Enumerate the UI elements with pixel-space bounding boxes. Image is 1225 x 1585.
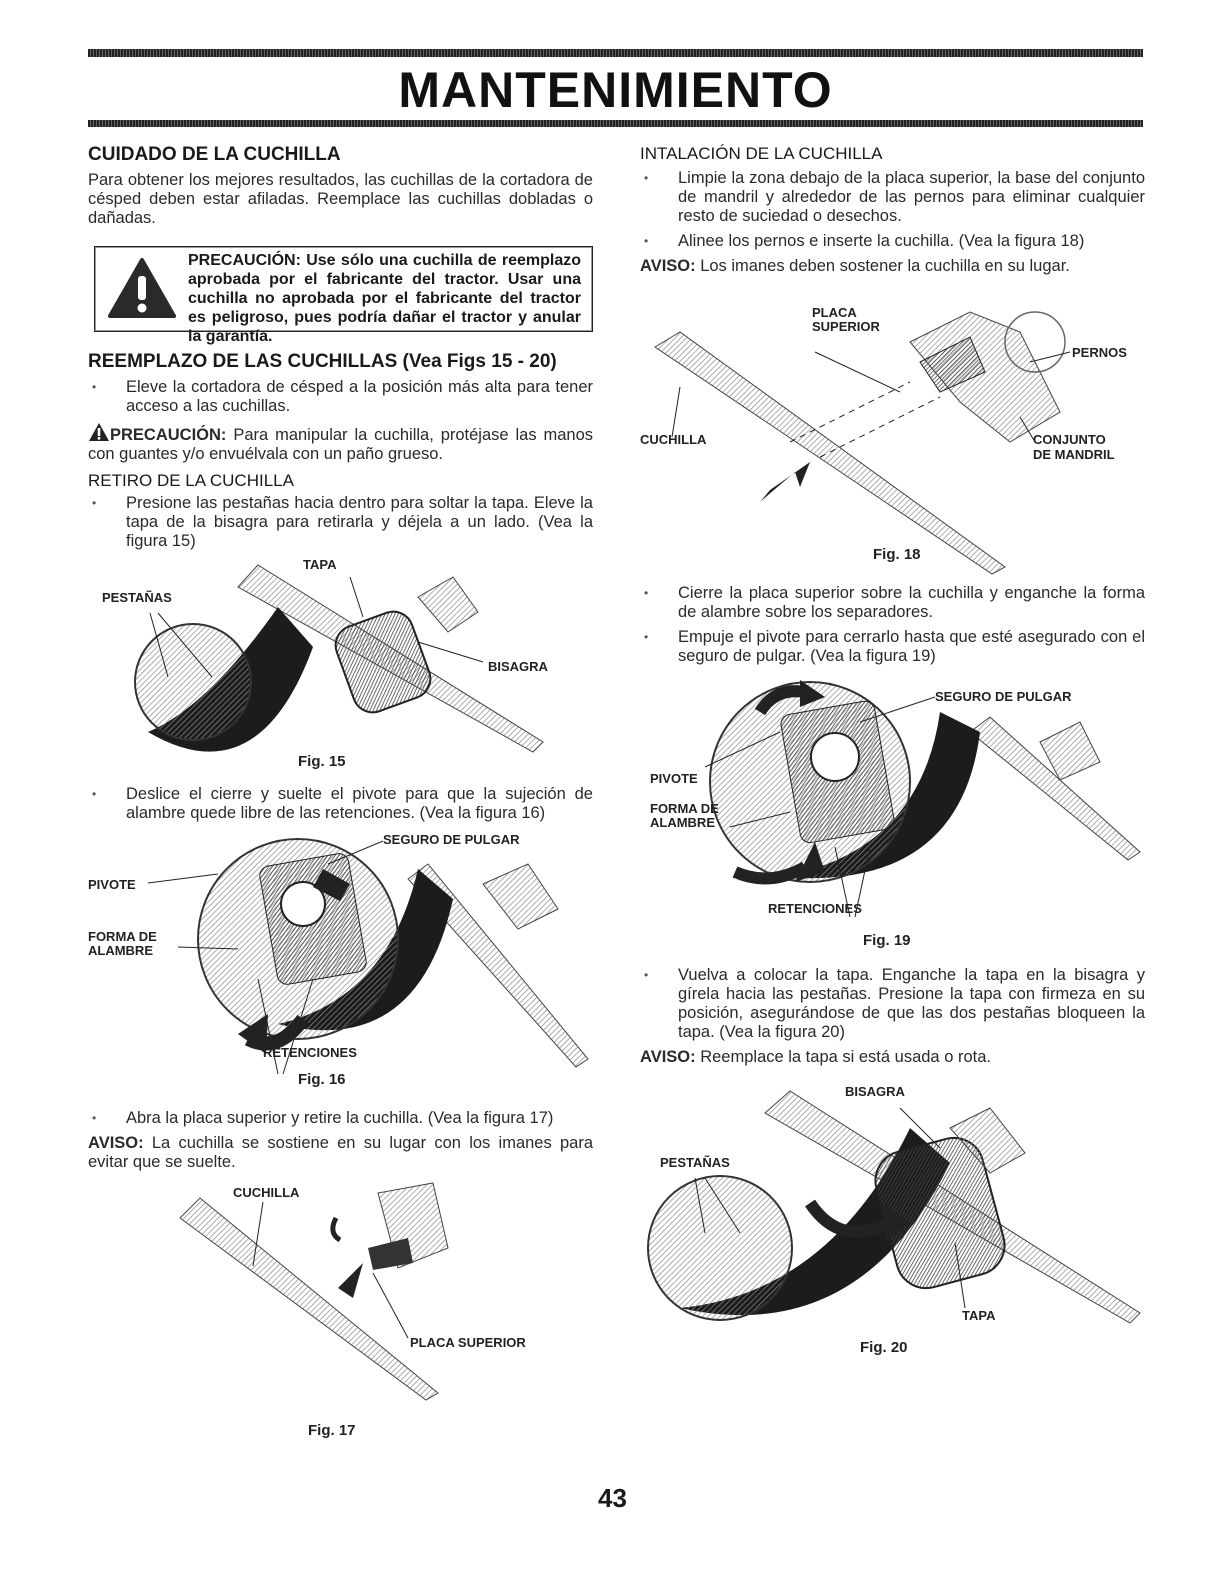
figure-label: CONJUNTO [1033, 432, 1106, 447]
figure-label: BISAGRA [845, 1084, 905, 1099]
blade-replacement-heading: REEMPLAZO DE LAS CUCHILLAS (Vea Figs 15 - 20) [88, 351, 557, 372]
blade-care-heading: CUIDADO DE LA CUCHILLA [88, 144, 341, 165]
figure-caption: Fig. 15 [298, 753, 346, 770]
list-item: • Abra la placa superior y retire la cuchilla. (Vea la figura 17) [88, 1109, 593, 1128]
figure-17-illustration [88, 1178, 593, 1408]
figure-caption: Fig. 18 [873, 546, 921, 563]
warning-text: PRECAUCIÓN: Use sólo una cuchilla de reemplazo aprobada por el fabricante del tractor. Usar una cuchilla no aprobada por el fabricante del tractor es peligroso, pues podría dañar el tractor y anular la garantía. [188, 252, 581, 345]
figure-label: TAPA [962, 1308, 996, 1323]
notice-text: Los imanes deben sostener la cuchilla en su lugar. [695, 257, 1070, 275]
figure-label: SEGURO DE PULGAR [935, 689, 1072, 704]
figure-label: DE MANDRIL [1033, 447, 1115, 462]
figure-15 [88, 557, 593, 775]
notice-paragraph [88, 1134, 593, 1172]
figure-18 [640, 282, 1145, 582]
figure-label: CUCHILLA [640, 432, 707, 447]
caution-paragraph [88, 422, 593, 464]
figure-label: RETENCIONES [263, 1045, 357, 1060]
page-number: 43 [598, 1483, 627, 1513]
notice-paragraph [640, 257, 1145, 276]
figure-label: PIVOTE [650, 771, 698, 786]
figure-label: FORMA DE [88, 929, 157, 944]
figure-label: PERNOS [1072, 345, 1127, 360]
figure-label: PESTAÑAS [660, 1155, 730, 1170]
figure-label: PESTAÑAS [102, 590, 172, 605]
left-column [88, 143, 593, 1439]
figure-caption: Fig. 20 [860, 1339, 908, 1356]
caution-text: Para manipular la cuchilla, protéjase las manos con guantes y/o envuélvala con un paño grueso. [88, 426, 593, 463]
figure-label: ALAMBRE [88, 943, 153, 958]
figure-label: SUPERIOR [812, 319, 880, 334]
figure-label: PLACA SUPERIOR [410, 1335, 526, 1350]
list-item: • Alinee los pernos e inserte la cuchilla. (Vea la figura 18) [640, 232, 1145, 251]
list-item: • Eleve la cortadora de césped a la posición más alta para tener acceso a las cuchillas. [88, 378, 593, 416]
figure-17 [88, 1178, 593, 1439]
figure-16 [88, 829, 593, 1097]
figure-caption: Fig. 16 [298, 1071, 346, 1088]
caution-label: PRECAUCIÓN: [110, 426, 227, 444]
notice-text: La cuchilla se sostiene en su lugar con los imanes para evitar que se suelte. [88, 1134, 593, 1171]
caution-icon [88, 422, 110, 442]
figure-20-illustration [640, 1073, 1145, 1363]
figure-label: FORMA DE [650, 801, 719, 816]
list-item: • Limpie la zona debajo de la placa superior, la base del conjunto de mandril y alrededor de las pernos para eliminar cualquier resto de suciedad o desechos. [640, 169, 1145, 226]
blade-care-text: Para obtener los mejores resultados, las cuchillas de la cortadora de césped deben estar afiladas. Reemplace las cuchillas dobladas o dañadas. [88, 171, 593, 227]
notice-paragraph [640, 1048, 1145, 1067]
figure-label: BISAGRA [488, 659, 548, 674]
notice-text: Reemplace la tapa si está usada o rota. [695, 1048, 991, 1066]
notice-label: AVISO: [640, 1048, 696, 1066]
warning-box [94, 246, 593, 345]
notice-label: AVISO: [640, 257, 696, 275]
figure-label: PIVOTE [88, 877, 136, 892]
figure-label: TAPA [303, 557, 337, 572]
figure-label: RETENCIONES [768, 901, 862, 916]
header-rule-bottom [88, 120, 1143, 127]
list-item: • Presione las pestañas hacia dentro para soltar la tapa. Eleve la tapa de la bisagra para retirarla y déjela a un lado. (Vea la figura 15) [88, 494, 593, 551]
figure-20 [640, 1073, 1145, 1363]
blade-install-heading: INTALACIÓN DE LA CUCHILLA [640, 144, 883, 163]
figure-label: SEGURO DE PULGAR [383, 832, 520, 847]
list-item: • Empuje el pivote para cerrarlo hasta que esté asegurado con el seguro de pulgar. (Vea la figura 19) [640, 628, 1145, 666]
list-item: • Vuelva a colocar la tapa. Enganche la tapa en la bisagra y gírela hacia las pestañas. Presione la tapa con firmeza en su posición, asegurándose de que las dos pestañas bloqueen la tapa. (Vea la figura 20) [640, 966, 1145, 1042]
page-title: MANTENIMIENTO [398, 62, 833, 118]
figure-label: CUCHILLA [233, 1185, 300, 1200]
header-rule-top [88, 49, 1143, 57]
figure-caption: Fig. 19 [863, 932, 911, 949]
figure-label: PLACA [812, 305, 857, 320]
list-item: • Deslice el cierre y suelte el pivote para que la sujeción de alambre quede libre de las retenciones. (Vea la figura 16) [88, 785, 593, 823]
list-item: • Cierre la placa superior sobre la cuchilla y enganche la forma de alambre sobre los separadores. [640, 584, 1145, 622]
notice-label: AVISO: [88, 1134, 144, 1152]
right-column [640, 143, 1145, 1363]
figure-19 [640, 672, 1145, 949]
blade-removal-heading: RETIRO DE LA CUCHILLA [88, 471, 294, 490]
warning-icon [108, 258, 176, 320]
figure-caption: Fig. 17 [308, 1422, 356, 1439]
figure-label: ALAMBRE [650, 815, 715, 830]
